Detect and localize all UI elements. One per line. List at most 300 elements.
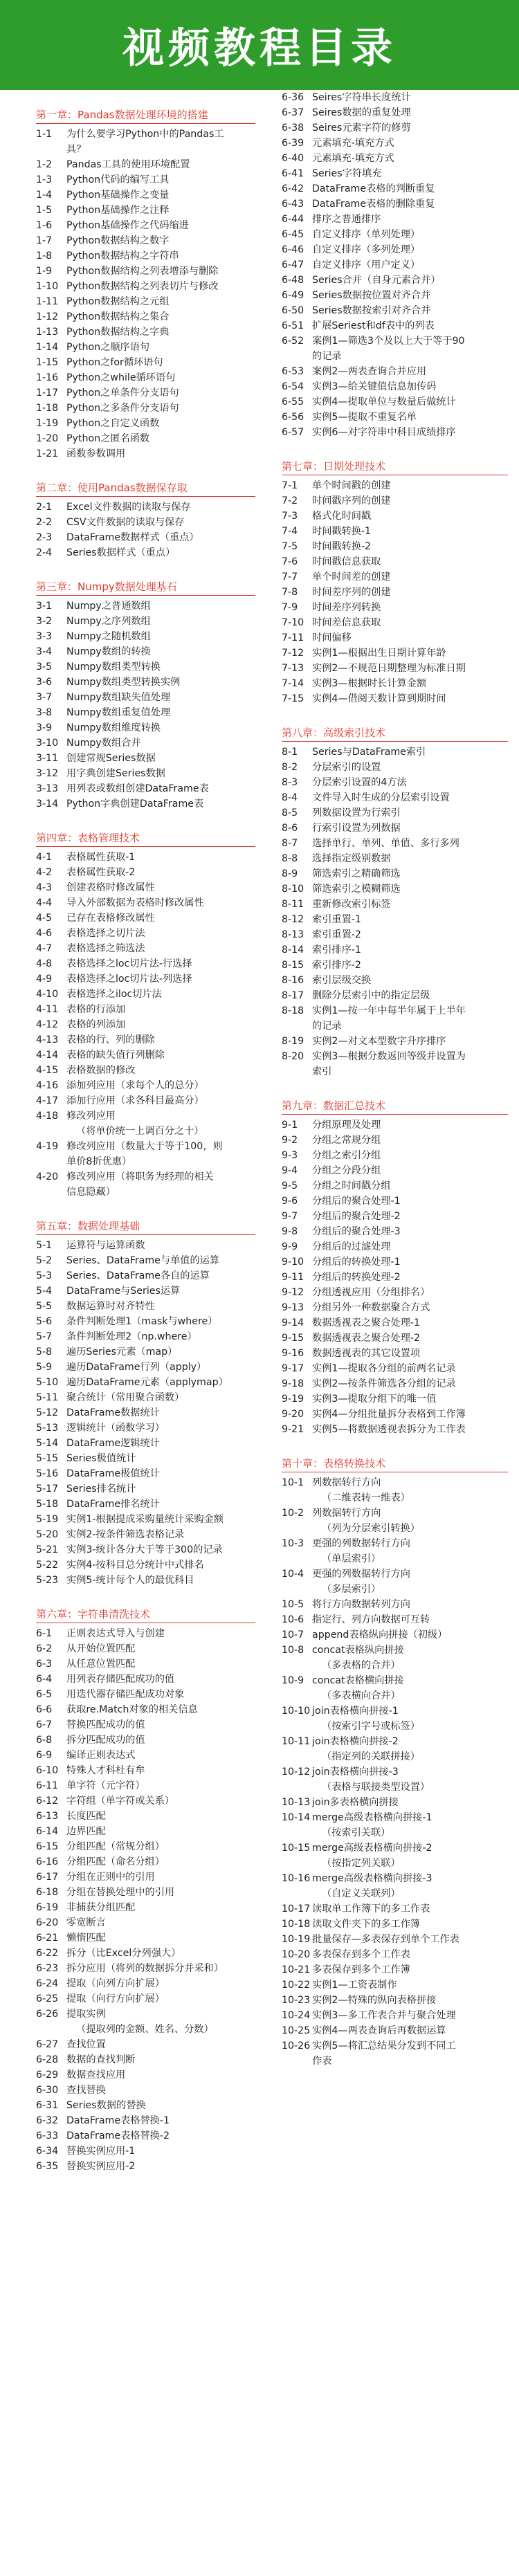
lesson-item[interactable]: [36, 1299, 255, 1314]
lesson-item[interactable]: [36, 705, 255, 720]
lesson-item[interactable]: [282, 136, 508, 151]
lesson-item[interactable]: [36, 340, 255, 355]
lesson-item[interactable]: [36, 2067, 255, 2083]
lesson-item[interactable]: [282, 242, 508, 257]
lesson-title: 替换实例应用-2: [66, 2161, 136, 2172]
lesson-item[interactable]: [36, 690, 255, 705]
lesson-item[interactable]: [282, 897, 508, 912]
lesson-item[interactable]: [282, 851, 508, 866]
lesson-item[interactable]: [36, 1451, 255, 1466]
lesson-item[interactable]: [282, 2038, 508, 2054]
lesson-item[interactable]: [282, 1643, 508, 1658]
lesson-item[interactable]: [36, 1421, 255, 1436]
lesson-item[interactable]: [36, 1527, 255, 1542]
lesson-title: 分组之分段分组: [312, 1165, 381, 1176]
lesson-item[interactable]: [36, 1809, 255, 1824]
lesson-title: 获取re.Match对象的相关信息: [66, 1704, 198, 1715]
lesson-item[interactable]: [36, 2037, 255, 2052]
lesson-item[interactable]: [36, 446, 255, 462]
lesson-item[interactable]: [36, 1360, 255, 1375]
lesson-item[interactable]: [36, 796, 255, 812]
lesson-item[interactable]: [36, 2159, 255, 2174]
lesson-item[interactable]: [36, 233, 255, 248]
lesson-item[interactable]: [36, 203, 255, 218]
lesson-title: 实例5—将汇总结果分发到不同工: [312, 2040, 456, 2052]
lesson-item[interactable]: [36, 1268, 255, 1284]
lesson-title: 表格属性获取-2: [66, 867, 136, 878]
lesson-item[interactable]: [36, 1436, 255, 1451]
lesson-number: 10-8: [282, 1645, 304, 1656]
lesson-item[interactable]: [282, 1391, 508, 1407]
lesson-item[interactable]: [36, 971, 255, 987]
lesson-item[interactable]: [282, 836, 508, 851]
lesson-item[interactable]: [36, 1854, 255, 1870]
lesson-item[interactable]: [282, 1810, 508, 1825]
lesson-item[interactable]: [282, 334, 508, 349]
lesson-item[interactable]: [36, 1793, 255, 1809]
lesson-item[interactable]: [282, 1993, 508, 2008]
lesson-title-continued: 索引: [312, 1066, 332, 1077]
lesson-item[interactable]: [36, 751, 255, 766]
lesson-item[interactable]: [36, 1390, 255, 1405]
lesson-item[interactable]: [282, 197, 508, 212]
lesson-item[interactable]: [36, 355, 255, 370]
lesson-item[interactable]: [282, 425, 508, 440]
lesson-title: 实例1-根据提成采购量统计采购金额: [66, 1514, 224, 1525]
lesson-item[interactable]: [282, 493, 508, 509]
lesson-item[interactable]: [282, 821, 508, 836]
lesson-item[interactable]: [36, 401, 255, 416]
lesson-number: 2-2: [36, 517, 53, 528]
lesson-item[interactable]: [282, 1361, 508, 1376]
lesson-subtitle: （多层索引）: [322, 1584, 381, 1595]
lesson-item[interactable]: [282, 364, 508, 379]
lesson-item[interactable]: [36, 2083, 255, 2098]
lesson-item[interactable]: [282, 745, 508, 760]
lesson-item[interactable]: [36, 644, 255, 659]
lesson-item[interactable]: [36, 157, 255, 172]
lesson-title: 格式化时间戳: [312, 511, 372, 522]
lesson-item[interactable]: [36, 2144, 255, 2159]
lesson-item[interactable]: [282, 927, 508, 942]
lesson-item[interactable]: [282, 1764, 508, 1780]
lesson-item[interactable]: [282, 646, 508, 661]
lesson-item[interactable]: [36, 309, 255, 325]
lesson-item[interactable]: [282, 661, 508, 676]
lesson-item[interactable]: [282, 509, 508, 524]
lesson-item[interactable]: [36, 1284, 255, 1299]
lesson-item[interactable]: [282, 600, 508, 615]
lesson-item[interactable]: [282, 1947, 508, 1962]
lesson-item[interactable]: [282, 181, 508, 197]
lesson-item[interactable]: [36, 172, 255, 188]
lesson-item[interactable]: [282, 569, 508, 585]
lesson-item[interactable]: [36, 614, 255, 629]
lesson-item[interactable]: [36, 1900, 255, 1915]
lesson-item[interactable]: [282, 1148, 508, 1163]
lesson-item[interactable]: [36, 1824, 255, 1839]
lesson-item[interactable]: [282, 1977, 508, 1993]
lesson-item[interactable]: [36, 530, 255, 545]
lesson-item[interactable]: [282, 1194, 508, 1209]
lesson-item[interactable]: [282, 1734, 508, 1749]
lesson-item[interactable]: [36, 1344, 255, 1360]
lesson-number: 10-26: [282, 2040, 311, 2052]
lesson-number: 7-15: [282, 693, 304, 704]
lesson-item[interactable]: [282, 410, 508, 425]
lesson-item[interactable]: [36, 1466, 255, 1481]
lesson-title: 修改列应用: [66, 1111, 116, 1122]
lesson-item[interactable]: [282, 379, 508, 394]
lesson-item[interactable]: [282, 303, 508, 318]
lesson-number: 3-6: [36, 677, 53, 688]
lesson-number: 10-17: [282, 1903, 311, 1915]
lesson-item[interactable]: [282, 1840, 508, 1856]
lesson-item[interactable]: [36, 926, 255, 941]
lesson-item[interactable]: [282, 1049, 508, 1064]
lesson-item[interactable]: [36, 2113, 255, 2128]
lesson-item[interactable]: [36, 1573, 255, 1588]
lesson-number: 6-42: [282, 183, 304, 194]
lesson-item[interactable]: [282, 1117, 508, 1133]
lesson-item[interactable]: [282, 585, 508, 600]
lesson-title: 自定义排序（单列处理）: [312, 229, 421, 240]
lesson-item[interactable]: [282, 630, 508, 646]
lesson-number: 5-21: [36, 1544, 59, 1555]
lesson-number: 4-16: [36, 1080, 59, 1091]
lesson-item[interactable]: [282, 1270, 508, 1285]
lesson-item[interactable]: [36, 325, 255, 340]
lesson-item[interactable]: [282, 1901, 508, 1917]
lesson-title: 分组原理及处理: [312, 1120, 381, 1131]
lesson-item[interactable]: [282, 691, 508, 706]
lesson-item[interactable]: [282, 1315, 508, 1331]
lesson-item[interactable]: [36, 1687, 255, 1702]
lesson-title: Python数据结构之元组: [66, 296, 170, 307]
lesson-item[interactable]: [282, 1346, 508, 1361]
lesson-item[interactable]: [36, 1717, 255, 1733]
lesson-item[interactable]: [282, 1285, 508, 1300]
lesson-item[interactable]: [36, 545, 255, 560]
lesson-item[interactable]: [282, 1407, 508, 1422]
lesson-item[interactable]: [36, 2128, 255, 2144]
lesson-item[interactable]: [36, 385, 255, 401]
lesson-item[interactable]: [36, 911, 255, 926]
lesson-item[interactable]: [282, 227, 508, 242]
lesson-item[interactable]: [282, 120, 508, 136]
lesson-number: 9-4: [282, 1165, 298, 1176]
lesson-title: Excel文件数据的读取与保存: [66, 502, 191, 513]
lesson-number: 1-20: [36, 433, 59, 444]
lesson-item[interactable]: [282, 554, 508, 569]
lesson-number: 6-37: [282, 107, 304, 118]
lesson-number: 4-2: [36, 867, 53, 878]
lesson-item[interactable]: [36, 431, 255, 446]
lesson-item[interactable]: [282, 1506, 508, 1521]
lesson-item[interactable]: [282, 2023, 508, 2038]
lesson-item[interactable]: [36, 1641, 255, 1656]
lesson-item[interactable]: [282, 973, 508, 988]
lesson-number: 2-3: [36, 532, 53, 543]
lesson-item[interactable]: [282, 1597, 508, 1612]
lesson-item[interactable]: [36, 1238, 255, 1253]
lesson-item[interactable]: [36, 1672, 255, 1687]
lesson-item[interactable]: [36, 1976, 255, 1991]
lesson-item[interactable]: [282, 1239, 508, 1254]
lesson-title: 分组在正则中的引用: [66, 1872, 155, 1883]
lesson-number: 4-20: [36, 1171, 59, 1182]
lesson-item[interactable]: [36, 1733, 255, 1748]
lesson-item[interactable]: [36, 850, 255, 865]
lesson-item[interactable]: [282, 1703, 508, 1719]
lesson-item[interactable]: [282, 790, 508, 805]
lesson-title: 实例3—提取分组下的唯一值: [312, 1394, 437, 1405]
lesson-title: 数据查找应用: [66, 2070, 126, 2081]
lesson-title: DataFrame与Series运算: [66, 1286, 181, 1297]
lesson-item[interactable]: [36, 1497, 255, 1512]
lesson-item[interactable]: [36, 1961, 255, 1976]
lesson-item[interactable]: [282, 912, 508, 927]
lesson-title: 批量保存—多表保存到单个工作表: [312, 1934, 459, 1945]
lesson-title: 提取实例: [66, 2009, 106, 2020]
lesson-item[interactable]: [282, 1163, 508, 1178]
lesson-number: 1-5: [36, 205, 53, 216]
lesson-item[interactable]: [282, 676, 508, 691]
lesson-item[interactable]: [36, 956, 255, 971]
lesson-item[interactable]: [36, 1946, 255, 1961]
lesson-number: 6-36: [282, 92, 304, 103]
lesson-item[interactable]: [36, 500, 255, 515]
lesson-item[interactable]: [36, 1870, 255, 1885]
lesson-item[interactable]: [36, 2007, 255, 2022]
lesson-item[interactable]: [36, 1078, 255, 1093]
lesson-item[interactable]: [36, 895, 255, 911]
lesson-item[interactable]: [36, 1139, 255, 1154]
lesson-item[interactable]: [282, 942, 508, 958]
lesson-item[interactable]: [36, 515, 255, 530]
lesson-item[interactable]: [36, 1002, 255, 1017]
lesson-title: 表格选择之筛选法: [66, 943, 145, 954]
lesson-item[interactable]: [36, 416, 255, 431]
lesson-title: concat表格横向拼接: [312, 1675, 404, 1686]
lesson-item[interactable]: [282, 866, 508, 881]
lesson-item[interactable]: [282, 881, 508, 897]
lesson-item[interactable]: [282, 394, 508, 410]
lesson-title: merge高级表格横向拼接-1: [312, 1812, 432, 1823]
lesson-title: Seires字符串长度统计: [312, 92, 411, 103]
lesson-item[interactable]: [282, 988, 508, 1003]
lesson-title: DataFrame表格替换-2: [66, 2130, 170, 2141]
lesson-item[interactable]: [282, 1331, 508, 1346]
lesson-number: 9-21: [282, 1424, 304, 1435]
lesson-title: 实例1—根据出生日期计算年龄: [312, 648, 446, 659]
lesson-item[interactable]: [282, 1254, 508, 1270]
lesson-item[interactable]: [36, 1512, 255, 1527]
lesson-item[interactable]: [36, 1048, 255, 1063]
lesson-title: 时间差序列的创建: [312, 587, 391, 598]
lesson-title: 表格的列添加: [66, 1019, 126, 1030]
lesson-item[interactable]: [36, 1093, 255, 1108]
lesson-item[interactable]: [36, 1253, 255, 1268]
lesson-item[interactable]: [36, 1930, 255, 1946]
lesson-item[interactable]: [282, 524, 508, 539]
lesson-item[interactable]: [282, 288, 508, 303]
lesson-item[interactable]: [282, 1422, 508, 1437]
lesson-item[interactable]: [282, 257, 508, 273]
lesson-number: 1-8: [36, 250, 53, 262]
lesson-number: 1-12: [36, 311, 59, 322]
lesson-item[interactable]: [282, 1224, 508, 1239]
lesson-title: Series、DataFrame各自的运算: [66, 1270, 210, 1281]
chapter-title: 第二章：使用Pandas数据保存取: [36, 482, 188, 494]
lesson-item[interactable]: [282, 1536, 508, 1551]
toc-left-column: [0, 107, 260, 2174]
lesson-item[interactable]: [36, 766, 255, 781]
lesson-number: 7-1: [282, 480, 298, 491]
lesson-item[interactable]: [36, 1991, 255, 2007]
chapter-title: 第一章：Pandas数据处理环境的搭建: [36, 109, 208, 121]
lesson-number: 8-11: [282, 899, 304, 910]
lesson-item[interactable]: [36, 1778, 255, 1793]
lesson-number: 10-11: [282, 1736, 311, 1747]
lesson-item[interactable]: [282, 1871, 508, 1886]
chapter-divider: [282, 741, 508, 742]
lesson-number: 5-20: [36, 1529, 59, 1540]
lesson-item[interactable]: [282, 775, 508, 790]
lesson-number: 5-12: [36, 1407, 59, 1418]
lesson-title: DataFrame数据统计: [66, 1407, 160, 1418]
lesson-number: 10-15: [282, 1843, 311, 1854]
lesson-item[interactable]: [282, 478, 508, 493]
lesson-item[interactable]: [36, 279, 255, 294]
lesson-item[interactable]: [36, 736, 255, 751]
lesson-item[interactable]: [36, 2052, 255, 2067]
lesson-item[interactable]: [36, 720, 255, 736]
lesson-item[interactable]: [36, 127, 255, 142]
lesson-item[interactable]: [282, 151, 508, 166]
lesson-title: 实例5—将数据透视表拆分为工作表: [312, 1424, 466, 1435]
lesson-item[interactable]: [282, 1209, 508, 1224]
lesson-item[interactable]: [36, 188, 255, 203]
lesson-item[interactable]: [36, 987, 255, 1002]
lesson-item[interactable]: [36, 370, 255, 385]
lesson-number: 2-4: [36, 547, 53, 558]
lesson-item[interactable]: [36, 1017, 255, 1032]
lesson-title: Numpy之普通数组: [66, 601, 151, 612]
lesson-item[interactable]: [282, 1003, 508, 1018]
lesson-item[interactable]: [36, 781, 255, 796]
lesson-item[interactable]: [282, 1133, 508, 1148]
lesson-item[interactable]: [36, 1626, 255, 1641]
lesson-item[interactable]: [36, 865, 255, 880]
lesson-item[interactable]: [282, 539, 508, 554]
lesson-item[interactable]: [36, 1542, 255, 1558]
lesson-item[interactable]: [36, 294, 255, 309]
lesson-title: 创建常规Series数据: [66, 753, 156, 764]
lesson-item[interactable]: [282, 1376, 508, 1391]
lesson-item[interactable]: [282, 1932, 508, 1947]
lesson-item[interactable]: [36, 248, 255, 264]
lesson-item[interactable]: [282, 212, 508, 227]
lesson-item[interactable]: [36, 599, 255, 614]
lesson-item[interactable]: [282, 1300, 508, 1315]
lesson-item[interactable]: [282, 1917, 508, 1932]
lesson-item[interactable]: [36, 1839, 255, 1854]
lesson-item[interactable]: [36, 1885, 255, 1900]
lesson-item[interactable]: [282, 805, 508, 821]
lesson-item[interactable]: [36, 1763, 255, 1778]
lesson-item[interactable]: [36, 675, 255, 690]
lesson-item[interactable]: [36, 659, 255, 675]
lesson-item[interactable]: [36, 941, 255, 956]
lesson-item[interactable]: [282, 166, 508, 181]
lesson-item[interactable]: [282, 1178, 508, 1194]
lesson-item[interactable]: [282, 273, 508, 288]
lesson-title: 用迭代器存储匹配成功对象: [66, 1689, 185, 1700]
lesson-item[interactable]: [36, 1915, 255, 1930]
lesson-item[interactable]: [282, 105, 508, 120]
lesson-number: 3-5: [36, 661, 53, 673]
lesson-item[interactable]: [36, 1656, 255, 1672]
lesson-item[interactable]: [282, 760, 508, 775]
lesson-item[interactable]: [36, 1329, 255, 1344]
lesson-item[interactable]: [282, 1962, 508, 1977]
lesson-item[interactable]: [36, 264, 255, 279]
lesson-item[interactable]: [282, 1475, 508, 1490]
chapter-title: 第六章：字符串清洗技术: [36, 1608, 151, 1620]
lesson-item[interactable]: [36, 218, 255, 233]
lesson-number: 6-52: [282, 336, 304, 347]
lesson-number: 7-4: [282, 526, 298, 537]
lesson-item[interactable]: [282, 2008, 508, 2023]
lesson-item[interactable]: [36, 880, 255, 895]
lesson-item[interactable]: [282, 318, 508, 334]
lesson-number: 6-7: [36, 1719, 53, 1730]
lesson-item[interactable]: [36, 1748, 255, 1763]
lesson-item[interactable]: [36, 629, 255, 644]
lesson-item[interactable]: [36, 1032, 255, 1048]
lesson-number: 5-10: [36, 1377, 59, 1388]
lesson-item[interactable]: [36, 1108, 255, 1124]
lesson-item[interactable]: [36, 1702, 255, 1717]
lesson-title: 实例3—给关键值信息加传码: [312, 381, 437, 392]
lesson-item[interactable]: [282, 1034, 508, 1049]
lesson-item[interactable]: [282, 1627, 508, 1643]
lesson-item[interactable]: [36, 2098, 255, 2113]
lesson-item[interactable]: [282, 615, 508, 630]
chapter-section: [282, 1455, 508, 2069]
lesson-item[interactable]: [36, 1063, 255, 1078]
lesson-item[interactable]: [36, 1314, 255, 1329]
lesson-item[interactable]: [282, 1612, 508, 1627]
lesson-item[interactable]: [36, 1558, 255, 1573]
lesson-item[interactable]: [36, 1375, 255, 1390]
lesson-item[interactable]: [36, 1169, 255, 1185]
lesson-number: 6-23: [36, 1963, 59, 1974]
lesson-number: 5-1: [36, 1240, 53, 1251]
lesson-title: Python基础操作之代码缩进: [66, 220, 189, 231]
lesson-item[interactable]: [36, 1481, 255, 1497]
lesson-item[interactable]: [282, 1566, 508, 1582]
lesson-number: 2-1: [36, 502, 53, 513]
lesson-title: Series排名统计: [66, 1483, 136, 1495]
lesson-item[interactable]: [282, 958, 508, 973]
lesson-item[interactable]: [282, 90, 508, 105]
lesson-item[interactable]: [282, 1795, 508, 1810]
lesson-item[interactable]: [36, 1405, 255, 1421]
lesson-title: 分组另外一种数据聚合方式: [312, 1302, 430, 1313]
lesson-item[interactable]: [282, 1673, 508, 1688]
